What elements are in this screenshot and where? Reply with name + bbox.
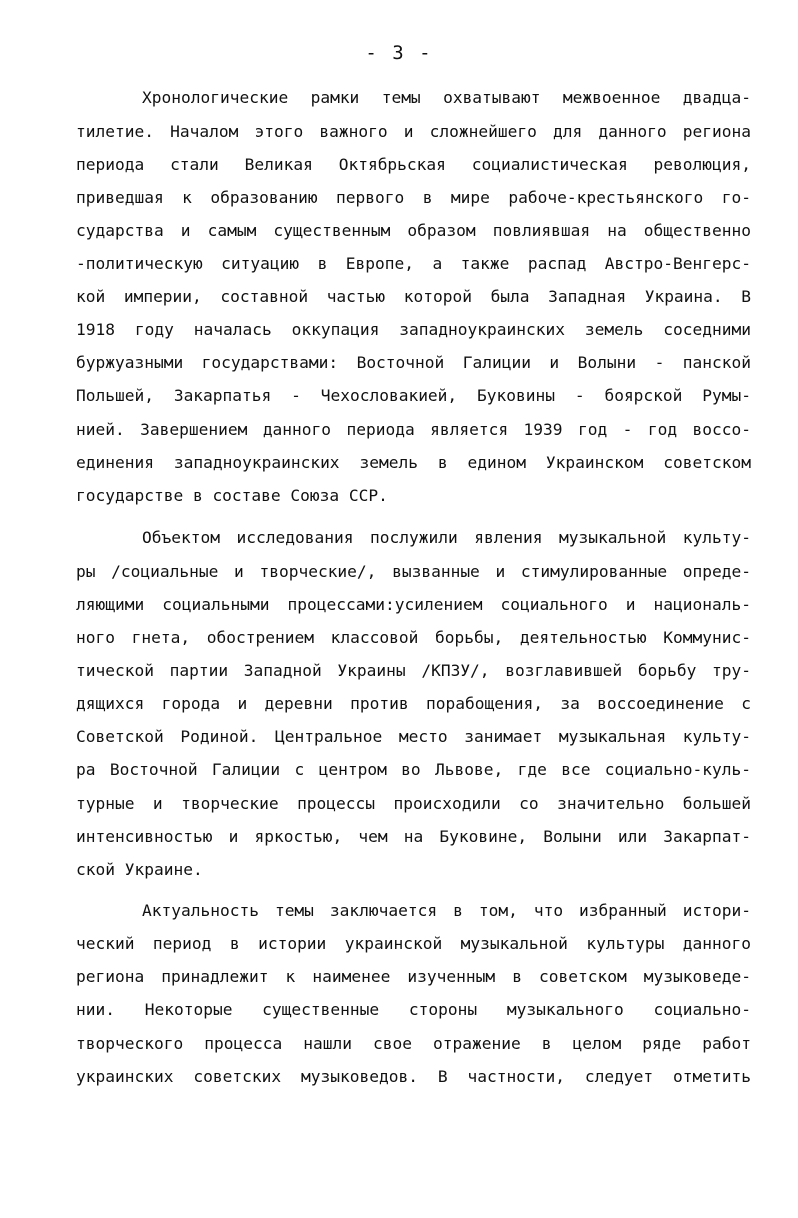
text-line: турные и творческие процессы происходили со значительно большей [76, 794, 751, 813]
text-line: ра Восточной Галиции с центром во Львове, где все социально-куль- [76, 760, 751, 779]
text-line: нией. Завершением данного периода является 1939 год - год воссо- [76, 420, 751, 439]
text-line: сударства и самым существенным образом повлиявшая на общественно [76, 221, 751, 240]
text-line: нии. Некоторые существенные стороны музыкального социально- [76, 1000, 751, 1019]
text-line: ры /социальные и творческие/, вызванные и стимулированные опреде- [76, 562, 751, 581]
text-line: единения западноукраинских земель в едином Украинском советском [76, 453, 751, 472]
text-line: Объектом исследования послужили явления музыкальной культу- [142, 528, 751, 547]
text-line: -политическую ситуацию в Европе, а также распад Австро-Венгерс- [76, 254, 751, 273]
text-line: тилетие. Началом этого важного и сложнейшего для данного региона [76, 122, 751, 141]
text-line: творческого процесса нашли свое отражение в целом ряде работ [76, 1034, 751, 1053]
text-line: ляющими социальными процессами:усилением социального и националь- [76, 595, 751, 614]
text-line: Советской Родиной. Центральное место занимает музыкальная культу- [76, 727, 751, 746]
page-number: - 3 - [365, 42, 433, 64]
text-line: ческий период в истории украинской музыкальной культуры данного [76, 934, 751, 953]
text-line: ного гнета, обострением классовой борьбы, деятельностью Коммунис- [76, 628, 751, 647]
text-line: украинских советских музыковедов. В частности, следует отметить [76, 1067, 751, 1086]
text-line: государстве в составе Союза ССР. [76, 486, 388, 505]
text-line: дящихся города и деревни против порабощения, за воссоединение с [76, 694, 751, 713]
text-line: приведшая к образованию первого в мире рабоче-крестьянского го- [76, 188, 751, 207]
text-line: периода стали Великая Октябрьская социалистическая революция, [76, 155, 751, 174]
text-line: тической партии Западной Украины /КПЗУ/, возглавившей борьбу тру- [76, 661, 751, 680]
text-line: интенсивностью и яркостью, чем на Буковине, Волыни или Закарпат- [76, 827, 751, 846]
text-line: кой империи, составной частью которой была Западная Украина. В [76, 287, 751, 306]
text-line: Хронологические рамки темы охватывают межвоенное двадца- [142, 88, 751, 107]
text-line: Польшей, Закарпатья - Чехословакией, Буковины - боярской Румы- [76, 386, 751, 405]
text-line: региона принадлежит к наименее изученным в советском музыковеде- [76, 967, 751, 986]
text-line: 1918 году началась оккупация западноукраинских земель соседними [76, 320, 751, 339]
text-line: Актуальность темы заключается в том, что избранный истори- [142, 901, 751, 920]
text-line: буржуазными государствами: Восточной Галиции и Волыни - панской [76, 353, 751, 372]
text-line: ской Украине. [76, 860, 203, 879]
